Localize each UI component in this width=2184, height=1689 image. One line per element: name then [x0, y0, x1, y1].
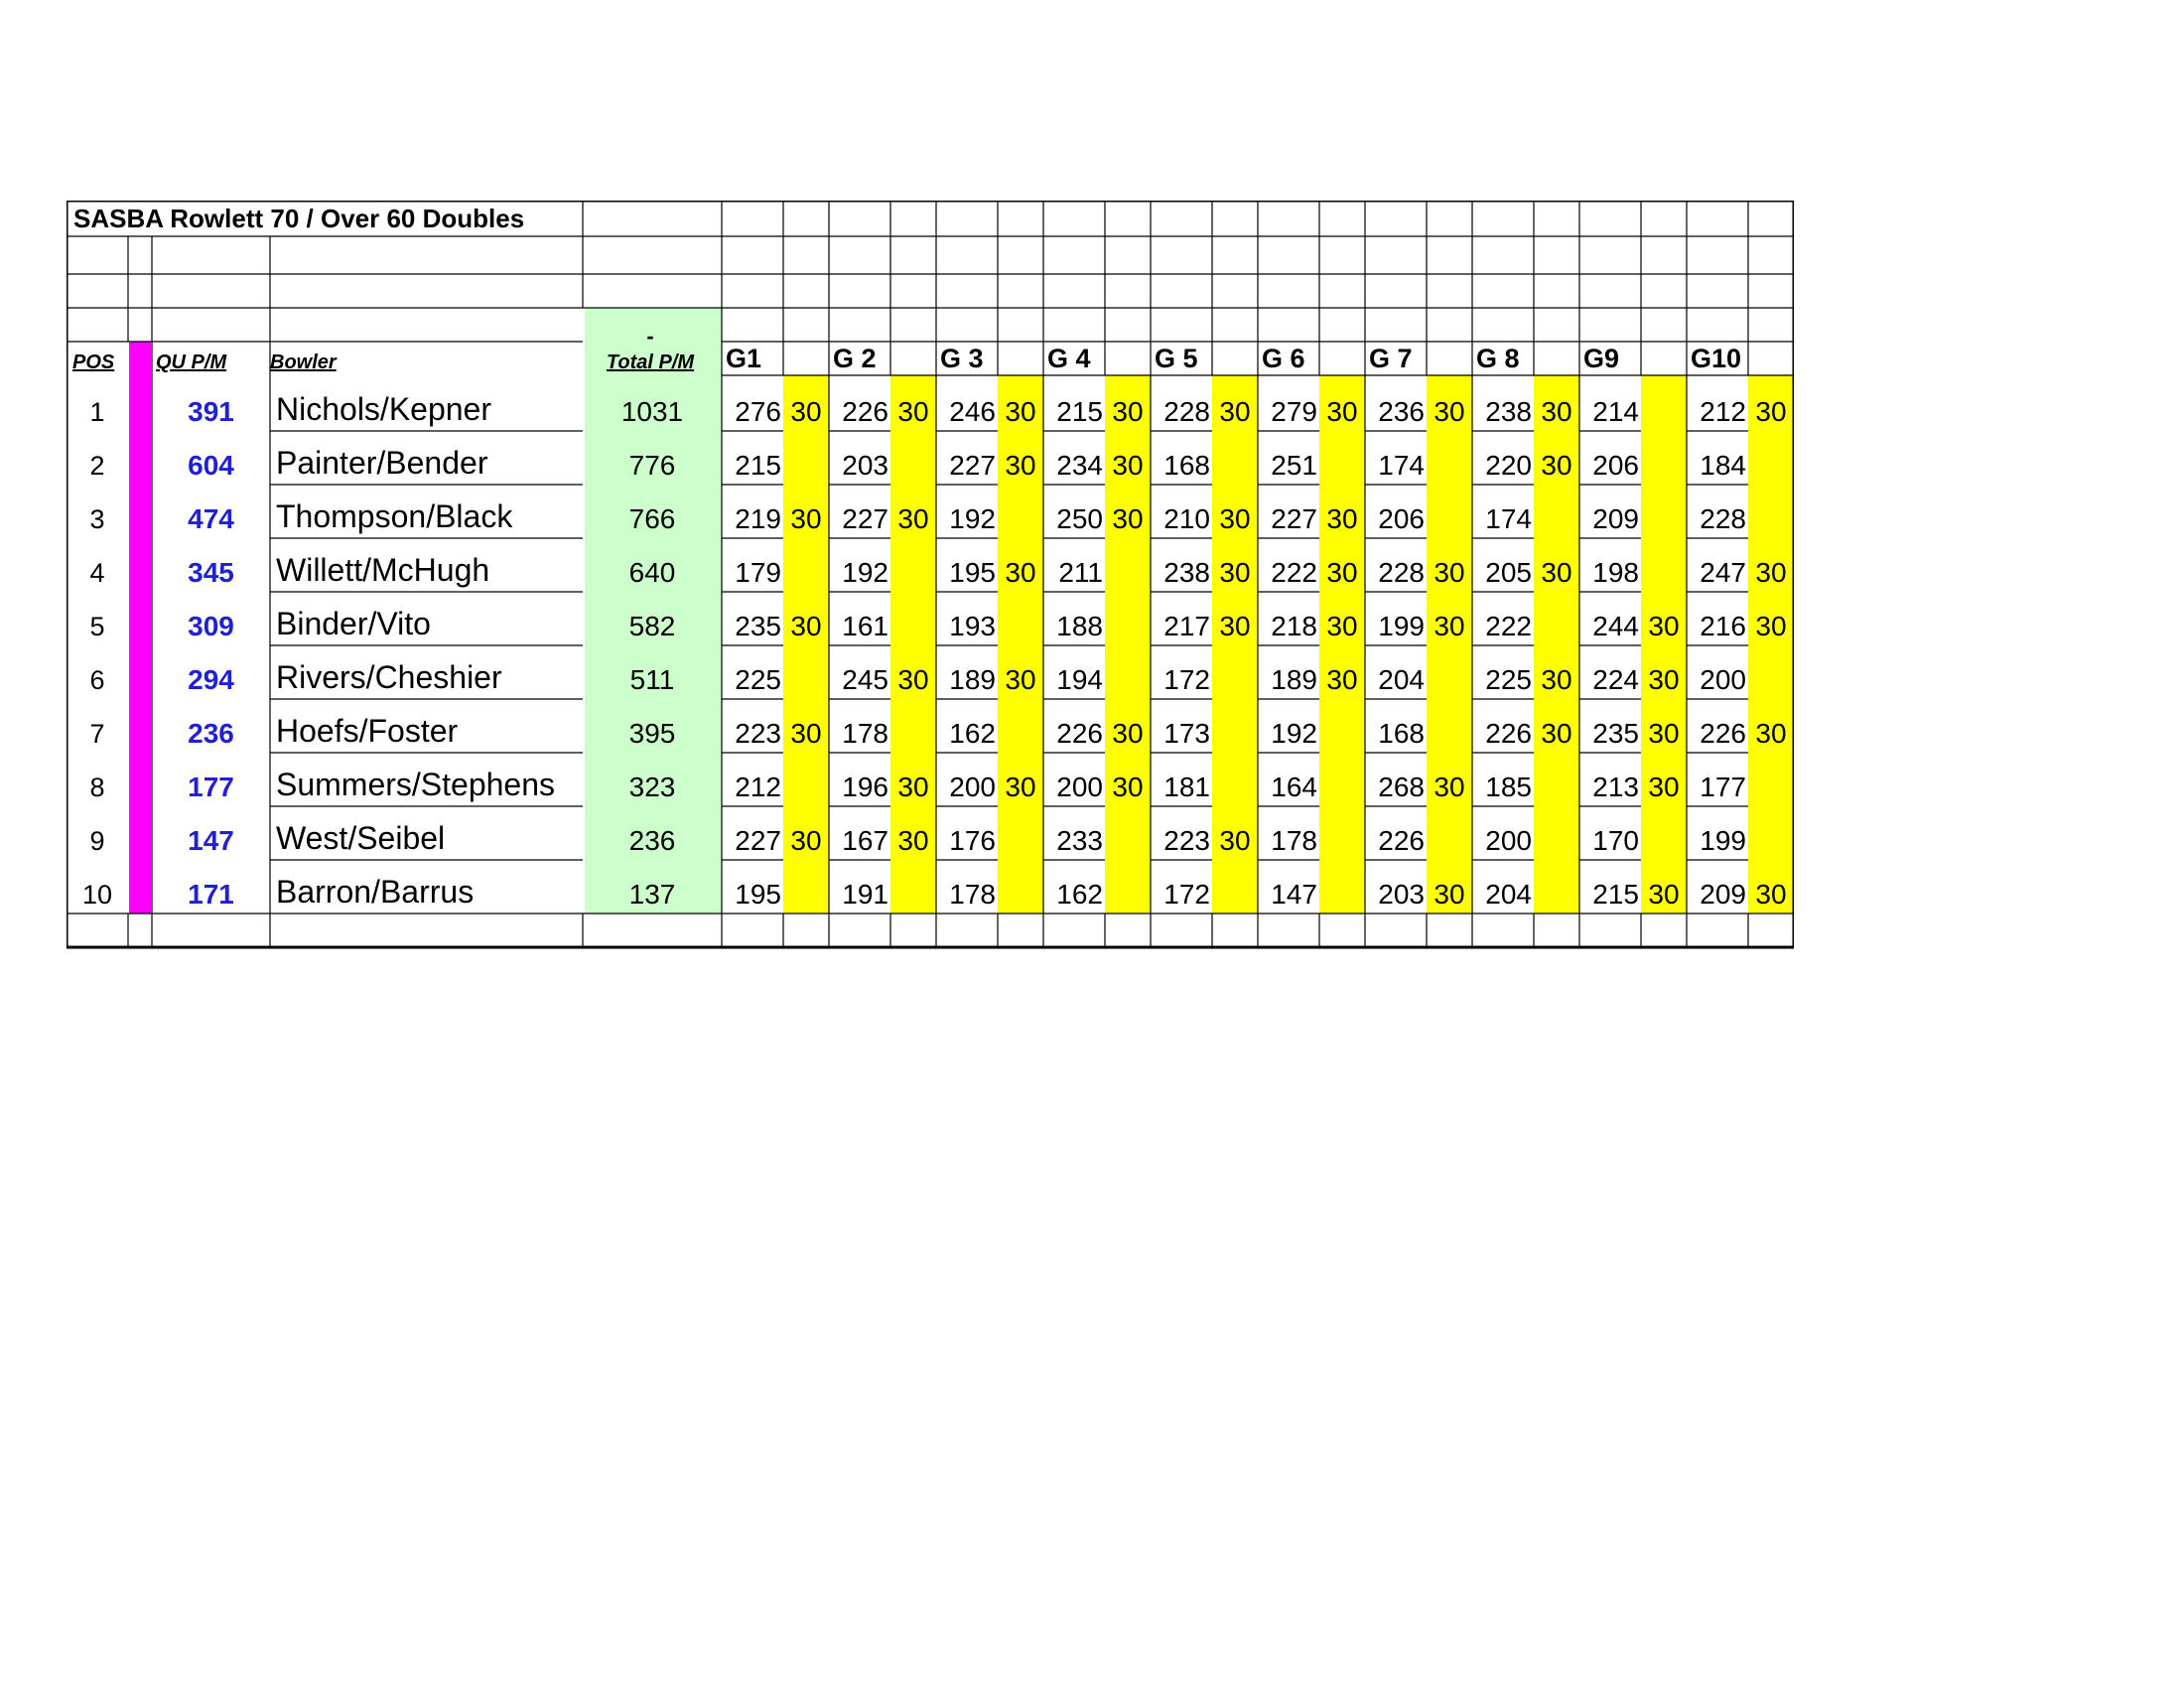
game-score: 164 [1271, 772, 1317, 802]
row-qu-pm: 391 [188, 396, 234, 427]
bonus-pins [1641, 431, 1687, 485]
game-score: 200 [1485, 825, 1532, 856]
bonus-pins [1748, 806, 1794, 860]
header-total-dash: - [646, 324, 654, 349]
bonus-pins: 30 [897, 664, 929, 695]
game-score: 228 [1163, 396, 1210, 427]
game-score: 185 [1485, 772, 1532, 802]
bonus-pins: 30 [1326, 557, 1358, 588]
game-score: 215 [1056, 396, 1103, 427]
game-score: 200 [1056, 772, 1103, 802]
row-position: 4 [89, 558, 105, 588]
row-bowler-name: Painter/Bender [276, 445, 488, 481]
bonus-pins: 30 [897, 825, 929, 856]
bonus-pins [998, 592, 1043, 645]
bonus-pins [1212, 645, 1258, 699]
game-score: 228 [1700, 503, 1746, 534]
bonus-pins: 30 [1541, 718, 1572, 749]
bonus-pins [890, 538, 936, 592]
game-score: 194 [1056, 664, 1103, 695]
game-score: 176 [949, 825, 996, 856]
game-score: 251 [1271, 450, 1317, 481]
game-score: 223 [735, 718, 781, 749]
row-qu-pm: 309 [188, 611, 234, 641]
bonus-pins: 30 [1326, 503, 1358, 534]
row-total-pm: 236 [628, 825, 676, 856]
game-score: 215 [1592, 879, 1639, 910]
game-score: 222 [1271, 557, 1317, 588]
bonus-pins [1319, 431, 1365, 485]
game-score: 225 [1485, 664, 1532, 695]
bonus-pins [1319, 860, 1365, 914]
game-score: 192 [949, 503, 996, 534]
bonus-pins: 30 [1755, 611, 1787, 641]
bonus-pins [783, 860, 829, 914]
row-qu-pm: 171 [188, 879, 234, 910]
game-score: 173 [1163, 718, 1210, 749]
header-bowler: Bowler [270, 352, 337, 373]
row-bowler-name: Barron/Barrus [276, 874, 475, 910]
bonus-pins: 30 [1005, 557, 1036, 588]
game-score: 161 [842, 611, 888, 641]
game-score: 250 [1056, 503, 1103, 534]
game-score: 217 [1163, 611, 1210, 641]
game-score: 179 [735, 557, 781, 588]
game-score: 204 [1378, 664, 1425, 695]
game-score: 225 [735, 664, 781, 695]
bonus-pins [1534, 753, 1579, 806]
header-game-4: G 4 [1047, 344, 1091, 373]
game-score: 199 [1378, 611, 1425, 641]
bonus-pins [1105, 645, 1151, 699]
magenta-stripe [129, 342, 151, 914]
bonus-pins [1212, 860, 1258, 914]
game-score: 218 [1271, 611, 1317, 641]
bonus-pins: 30 [1219, 396, 1251, 427]
bonus-pins [1748, 431, 1794, 485]
game-score: 203 [1378, 879, 1425, 910]
bonus-pins [1319, 753, 1365, 806]
game-score: 223 [1163, 825, 1210, 856]
game-score: 226 [1056, 718, 1103, 749]
sheet-title: SASBA Rowlett 70 / Over 60 Doubles [73, 203, 525, 233]
game-score: 226 [1700, 718, 1746, 749]
game-score: 227 [949, 450, 996, 481]
game-score: 228 [1378, 557, 1425, 588]
bonus-pins: 30 [1433, 611, 1465, 641]
bonus-pins: 30 [1005, 664, 1036, 695]
row-qu-pm: 147 [188, 825, 234, 856]
game-score: 196 [842, 772, 888, 802]
game-score: 195 [949, 557, 996, 588]
row-bowler-name: Nichols/Kepner [276, 391, 491, 427]
bonus-pins [1212, 753, 1258, 806]
row-qu-pm: 294 [188, 664, 234, 695]
game-score: 205 [1485, 557, 1532, 588]
bonus-pins [1105, 860, 1151, 914]
bonus-pins: 30 [1219, 825, 1251, 856]
header-qu-pm: QU P/M [156, 352, 227, 373]
row-qu-pm: 604 [188, 450, 234, 481]
bonus-pins: 30 [790, 825, 822, 856]
game-score: 178 [842, 718, 888, 749]
row-bowler-name: Willett/McHugh [276, 552, 490, 588]
bonus-pins [1427, 485, 1472, 538]
game-score: 216 [1700, 611, 1746, 641]
game-score: 235 [735, 611, 781, 641]
game-score: 206 [1592, 450, 1639, 481]
bonus-pins: 30 [1433, 879, 1465, 910]
game-score: 178 [949, 879, 996, 910]
game-score: 192 [842, 557, 888, 588]
row-total-pm: 582 [628, 611, 676, 641]
game-score: 211 [1058, 557, 1103, 588]
bonus-pins: 30 [1112, 503, 1144, 534]
game-score: 220 [1485, 450, 1532, 481]
game-score: 219 [735, 503, 781, 534]
game-score: 247 [1700, 557, 1746, 588]
row-position: 6 [89, 665, 105, 695]
game-score: 162 [949, 718, 996, 749]
game-score: 172 [1163, 664, 1210, 695]
bonus-pins [783, 431, 829, 485]
header-game-6: G 6 [1262, 344, 1305, 373]
bonus-pins: 30 [1648, 772, 1680, 802]
row-position: 5 [89, 612, 105, 641]
game-score: 189 [949, 664, 996, 695]
bonus-pins [1105, 592, 1151, 645]
bonus-pins [998, 485, 1043, 538]
bonus-pins [1534, 485, 1579, 538]
header-game-5: G 5 [1155, 344, 1198, 373]
bonus-pins: 30 [1219, 503, 1251, 534]
row-bowler-name: West/Seibel [276, 820, 446, 856]
game-score: 212 [1700, 396, 1746, 427]
game-score: 178 [1271, 825, 1317, 856]
header-game-3: G 3 [940, 344, 984, 373]
bonus-pins: 30 [1326, 396, 1358, 427]
bonus-pins [1427, 431, 1472, 485]
game-score: 174 [1378, 450, 1425, 481]
bonus-pins [1641, 485, 1687, 538]
game-score: 200 [1700, 664, 1746, 695]
game-score: 268 [1378, 772, 1425, 802]
bonus-pins: 30 [1541, 396, 1572, 427]
row-position: 10 [81, 880, 113, 910]
game-score: 213 [1592, 772, 1639, 802]
game-score: 184 [1700, 450, 1746, 481]
row-total-pm: 137 [628, 879, 676, 910]
game-score: 214 [1592, 396, 1639, 427]
bonus-pins: 30 [1648, 664, 1680, 695]
row-total-pm: 395 [628, 718, 676, 749]
bonus-pins: 30 [1541, 450, 1572, 481]
bonus-pins [1641, 377, 1687, 431]
row-position: 2 [89, 451, 105, 481]
bonus-pins: 30 [1648, 718, 1680, 749]
game-score: 191 [842, 879, 888, 910]
bonus-pins: 30 [1005, 450, 1036, 481]
game-score: 204 [1485, 879, 1532, 910]
bonus-pins [783, 753, 829, 806]
standings-sheet [67, 201, 1794, 950]
header-total-pm: Total P/M [606, 352, 695, 373]
game-score: 212 [735, 772, 781, 802]
bonus-pins: 30 [1112, 718, 1144, 749]
bonus-pins: 30 [1541, 557, 1572, 588]
bonus-pins: 30 [1433, 557, 1465, 588]
game-score: 177 [1700, 772, 1746, 802]
row-position: 7 [89, 719, 105, 749]
bonus-pins [783, 645, 829, 699]
row-position: 8 [89, 773, 105, 802]
bonus-pins [1105, 538, 1151, 592]
row-qu-pm: 345 [188, 557, 234, 588]
game-score: 227 [842, 503, 888, 534]
bonus-pins [1427, 645, 1472, 699]
bonus-pins: 30 [1326, 611, 1358, 641]
row-position: 1 [89, 397, 105, 427]
bonus-pins [890, 431, 936, 485]
bonus-pins [1534, 860, 1579, 914]
bonus-pins: 30 [790, 503, 822, 534]
game-score: 238 [1485, 396, 1532, 427]
game-score: 188 [1056, 611, 1103, 641]
bonus-pins: 30 [897, 396, 929, 427]
row-bowler-name: Summers/Stephens [276, 767, 556, 802]
game-score: 210 [1163, 503, 1210, 534]
game-score: 198 [1592, 557, 1639, 588]
header-game-2: G 2 [833, 344, 877, 373]
game-score: 222 [1485, 611, 1532, 641]
row-total-pm: 511 [629, 664, 675, 695]
bonus-pins [1534, 806, 1579, 860]
bonus-pins: 30 [897, 503, 929, 534]
game-score: 209 [1700, 879, 1746, 910]
game-score: 234 [1056, 450, 1103, 481]
bonus-pins: 30 [1112, 396, 1144, 427]
game-score: 170 [1592, 825, 1639, 856]
bonus-pins [1212, 431, 1258, 485]
game-score: 244 [1592, 611, 1639, 641]
bonus-pins: 30 [1326, 664, 1358, 695]
game-score: 203 [842, 450, 888, 481]
bonus-pins: 30 [1433, 772, 1465, 802]
game-score: 147 [1271, 879, 1317, 910]
row-total-pm: 1031 [620, 396, 684, 427]
header-game-7: G 7 [1369, 344, 1413, 373]
bonus-pins [998, 860, 1043, 914]
bonus-pins: 30 [1005, 396, 1036, 427]
game-score: 181 [1163, 772, 1210, 802]
bonus-pins [998, 699, 1043, 753]
row-qu-pm: 474 [188, 503, 234, 534]
bonus-pins [1427, 699, 1472, 753]
bonus-pins [1641, 538, 1687, 592]
game-score: 168 [1378, 718, 1425, 749]
game-score: 236 [1378, 396, 1425, 427]
game-score: 174 [1485, 503, 1532, 534]
bonus-pins [1748, 645, 1794, 699]
bonus-pins: 30 [1005, 772, 1036, 802]
game-score: 233 [1056, 825, 1103, 856]
game-score: 245 [842, 664, 888, 695]
row-bowler-name: Rivers/Cheshier [276, 659, 502, 695]
header-game-10: G10 [1691, 344, 1742, 373]
bonus-pins: 30 [790, 611, 822, 641]
bonus-pins [783, 538, 829, 592]
game-score: 168 [1163, 450, 1210, 481]
bonus-pins: 30 [1755, 557, 1787, 588]
bonus-pins [890, 592, 936, 645]
bonus-pins: 30 [1648, 879, 1680, 910]
bonus-pins [890, 699, 936, 753]
bonus-pins: 30 [790, 396, 822, 427]
row-total-pm: 766 [628, 503, 676, 534]
bonus-pins: 30 [1112, 450, 1144, 481]
game-score: 200 [949, 772, 996, 802]
row-bowler-name: Binder/Vito [276, 606, 431, 641]
game-score: 215 [735, 450, 781, 481]
game-score: 193 [949, 611, 996, 641]
game-score: 279 [1271, 396, 1317, 427]
game-score: 167 [842, 825, 888, 856]
bonus-pins [1212, 699, 1258, 753]
row-total-pm: 776 [628, 450, 676, 481]
row-position: 9 [89, 826, 105, 856]
bonus-pins: 30 [1433, 396, 1465, 427]
row-total-pm: 323 [628, 772, 676, 802]
row-qu-pm: 177 [188, 772, 234, 802]
header-game-8: G 8 [1476, 344, 1520, 373]
game-score: 276 [735, 396, 781, 427]
bonus-pins [1748, 485, 1794, 538]
game-score: 195 [735, 879, 781, 910]
bonus-pins [1534, 592, 1579, 645]
game-score: 226 [1485, 718, 1532, 749]
row-bowler-name: Hoefs/Foster [276, 713, 459, 749]
header-game-1: G1 [726, 344, 762, 373]
header-game-9: G9 [1583, 344, 1620, 373]
bonus-pins [1105, 806, 1151, 860]
bonus-pins: 30 [1755, 396, 1787, 427]
row-bowler-name: Thompson/Black [276, 498, 513, 534]
bonus-pins [890, 860, 936, 914]
game-score: 209 [1592, 503, 1639, 534]
bonus-pins [1319, 699, 1365, 753]
game-score: 235 [1592, 718, 1639, 749]
bonus-pins: 30 [1112, 772, 1144, 802]
bonus-pins: 30 [1541, 664, 1572, 695]
bonus-pins: 30 [897, 772, 929, 802]
row-qu-pm: 236 [188, 718, 234, 749]
game-score: 189 [1271, 664, 1317, 695]
bonus-pins [1641, 806, 1687, 860]
header-pos: POS [72, 352, 115, 373]
game-score: 192 [1271, 718, 1317, 749]
game-score: 246 [949, 396, 996, 427]
game-score: 224 [1592, 664, 1639, 695]
bonus-pins [1427, 806, 1472, 860]
row-total-pm: 640 [628, 557, 676, 588]
bonus-pins: 30 [1219, 557, 1251, 588]
game-score: 226 [1378, 825, 1425, 856]
bonus-pins: 30 [790, 718, 822, 749]
game-score: 206 [1378, 503, 1425, 534]
bonus-pins: 30 [1219, 611, 1251, 641]
bonus-pins: 30 [1755, 879, 1787, 910]
game-score: 162 [1056, 879, 1103, 910]
game-score: 172 [1163, 879, 1210, 910]
bonus-pins: 30 [1648, 611, 1680, 641]
game-score: 238 [1163, 557, 1210, 588]
game-score: 227 [735, 825, 781, 856]
bonus-pins [1319, 806, 1365, 860]
row-position: 3 [89, 504, 105, 534]
game-score: 199 [1700, 825, 1746, 856]
game-score: 227 [1271, 503, 1317, 534]
game-score: 226 [842, 396, 888, 427]
bonus-pins: 30 [1755, 718, 1787, 749]
bonus-pins [998, 806, 1043, 860]
bonus-pins [1748, 753, 1794, 806]
